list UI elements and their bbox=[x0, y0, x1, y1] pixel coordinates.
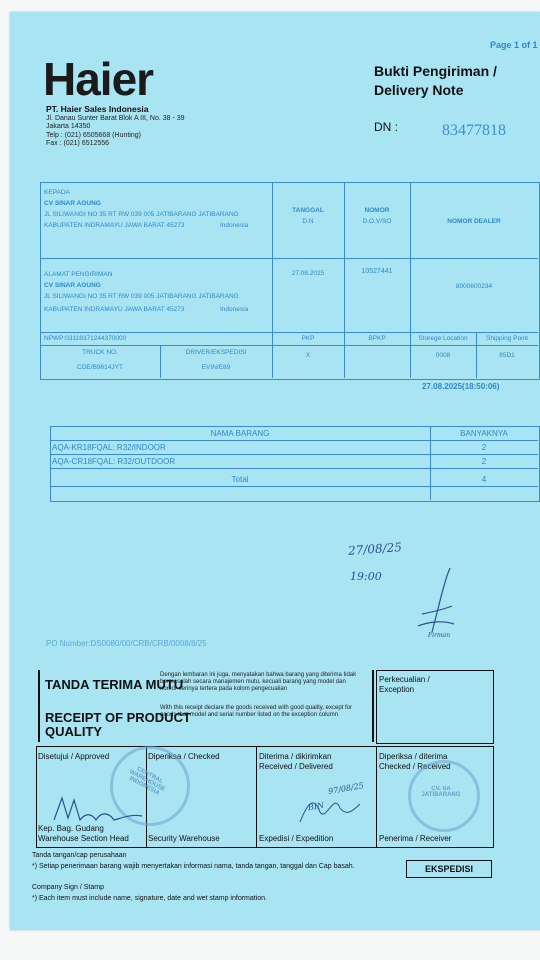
receipt-title-en: RECEIPT OF PRODUCT bbox=[45, 710, 191, 725]
total-value: 4 bbox=[481, 475, 487, 484]
po-number: PO Number:DS0080/00/CRB/CRB/0008/8/25 bbox=[46, 639, 207, 648]
kepada-address: JL SILIWANGI NO 35 RT RW 039 005 JATIBARANG JATIBARANG bbox=[44, 211, 239, 218]
receipt-title-id: TANDA TERIMA MUTU bbox=[45, 677, 184, 692]
ekspedisi-copy-label: EKSPEDISI bbox=[406, 860, 492, 878]
receiver-stamp-text: CV. SA JATIBARANG bbox=[421, 786, 461, 798]
company-address bbox=[46, 115, 185, 149]
delivery-note-paper bbox=[10, 12, 540, 930]
driver-value: EVIN/E89 bbox=[201, 364, 231, 371]
truck-value: CDE/B9614JYT bbox=[77, 364, 123, 371]
signer-name: Firman bbox=[428, 632, 451, 639]
tanggal-header-sub: D.N bbox=[302, 218, 314, 225]
document-title-id: Bukti Pengiriman / bbox=[374, 63, 497, 79]
address-line: Fax : (021) 6512556 bbox=[46, 140, 110, 148]
total-label: Total bbox=[231, 475, 249, 484]
kepada-address: KABUPATEN INDRAMAYU JAWA BARAT 45273 bbox=[44, 222, 185, 229]
nomor-header-sub: D.O.V/SO bbox=[362, 218, 392, 225]
storage-location-label: Storege Location bbox=[418, 335, 468, 342]
nomor-value: 10527441 bbox=[361, 268, 393, 275]
nomor-header: NOMOR bbox=[364, 207, 390, 214]
receipt-title-en-2: QUALITY bbox=[45, 724, 103, 739]
document-title bbox=[374, 62, 497, 100]
npwp: NPWP:03118371244370000 bbox=[44, 335, 127, 342]
storage-location-value: 0008 bbox=[435, 352, 451, 359]
receiver-received-label: Checked / Received bbox=[379, 762, 451, 771]
dn-label: DN : bbox=[374, 120, 398, 134]
company-stamp-note-id: Tanda tangan/cap perusahaan bbox=[32, 852, 127, 859]
pkp-label: PKP bbox=[301, 335, 315, 342]
col-banyaknya: BANYAKNYA bbox=[460, 429, 508, 438]
document-title-en: Delivery Note bbox=[374, 82, 464, 98]
address-line: Telp : (021) 6505668 (Hunting) bbox=[46, 131, 141, 139]
alamat-country: Indonesia bbox=[220, 306, 249, 313]
bpkp-label: BPKP bbox=[368, 335, 386, 342]
receiver-checked-label: Diperiksa / diterima bbox=[379, 752, 448, 761]
wet-stamp-note-id: *) Setiap penerimaan barang wajib menyertakan informasi nama, tanda tangan, tanggal dan Cap basah. bbox=[32, 863, 355, 870]
alamat-name: CV SINAR AGUNG bbox=[44, 282, 101, 289]
pkp-value: X bbox=[305, 352, 311, 359]
company-stamp-note-en: Company Sign / Stamp bbox=[32, 884, 104, 891]
haier-logo: Haier bbox=[43, 53, 154, 105]
dn-number: 83477818 bbox=[442, 122, 506, 139]
page-indicator: Page 1 of 1 bbox=[490, 40, 538, 50]
shipping-point-label: Shipping Point bbox=[486, 335, 528, 342]
warehouse-head-label: Kep. Bag. Gudang bbox=[38, 824, 104, 833]
receipt-text-id: Dengan lembaran ini juga, menyatakan bahwa barang yang diterima tidak bermasalah secara manajemen mutu, kecuali barang yang model dan nomor serinya tertera pada kolom pengecualian bbox=[160, 672, 357, 693]
receiver-label: Penerima / Receiver bbox=[379, 834, 452, 843]
security-warehouse-label: Security Warehouse bbox=[148, 834, 220, 843]
print-timestamp: 27.08.2025(18:50:06) bbox=[422, 382, 500, 391]
kepada-label: KEPADA bbox=[44, 189, 70, 196]
item-qty: 2 bbox=[481, 443, 487, 452]
truck-label: TRUCK NO. bbox=[82, 349, 118, 356]
kepada-country: Indonesia bbox=[220, 222, 249, 229]
delivered-label: Received / Delivered bbox=[259, 762, 333, 771]
company-name: PT. Haier Sales Indonesia bbox=[46, 104, 149, 114]
alamat-address: KABUPATEN INDRAMAYU JAWA BARAT 45273 bbox=[44, 306, 185, 313]
alamat-label: ALAMAT PENGIRIMAN bbox=[44, 271, 113, 278]
driver-label: DRIVER/EKSPEDISI bbox=[185, 349, 247, 356]
checked-label: Diperiksa / Checked bbox=[148, 752, 220, 761]
tanggal-header: TANGGAL bbox=[292, 207, 324, 214]
handwritten-date: 27/08/25 bbox=[347, 540, 403, 558]
dealer-header: NOMOR DEALER bbox=[447, 218, 501, 225]
alamat-address: JL SILIWANGI NO 35 RT RW 039 005 JATIBARANG JATIBARANG bbox=[44, 293, 239, 300]
col-nama-barang: NAMA BARANG bbox=[210, 429, 270, 438]
item-name: AQA-CR18FQAL: R32/OUTDOOR bbox=[52, 457, 176, 466]
exception-label: Perkecualian / bbox=[379, 675, 430, 684]
shipping-point-value: 85D1 bbox=[499, 352, 515, 359]
received-label: Diterima / dikirimkan bbox=[259, 752, 332, 761]
kepada-name: CV SINAR AGUNG bbox=[44, 200, 101, 207]
expedition-label: Expedisi / Expedition bbox=[259, 834, 334, 843]
exception-label-en: Exception bbox=[379, 685, 415, 694]
handwritten-signature bbox=[402, 562, 482, 642]
received-handwritten-date: 97/08/25 bbox=[327, 780, 365, 797]
received-handwritten-note: BIN bbox=[307, 800, 325, 813]
warehouse-stamp-text: CENTRAL WAREHOUSE INDONESIA bbox=[128, 766, 166, 797]
handwritten-time: 19:00 bbox=[350, 570, 382, 583]
item-qty: 2 bbox=[481, 457, 487, 466]
wet-stamp-note-en: *) Each item must include name, signature, date and wet stamp information. bbox=[32, 895, 268, 902]
approved-label: Disetujui / Approved bbox=[38, 752, 110, 761]
warehouse-head-label-en: Warehouse Section Head bbox=[38, 834, 129, 843]
item-name: AQA-KR18FQAL: R32/INDOOR bbox=[52, 443, 166, 452]
address-line: Jakarta 14350 bbox=[46, 123, 91, 131]
receipt-text-en: With this receipt declare the goods received with good quality, except for goods that model and serial number listed on the exception column bbox=[160, 705, 352, 719]
tanggal-value: 27.08.2025 bbox=[291, 270, 325, 277]
dealer-value: 8000600234 bbox=[455, 283, 493, 290]
address-line: Jl. Danau Sunter Barat Blok A III, No. 38 - 39 bbox=[46, 115, 185, 122]
